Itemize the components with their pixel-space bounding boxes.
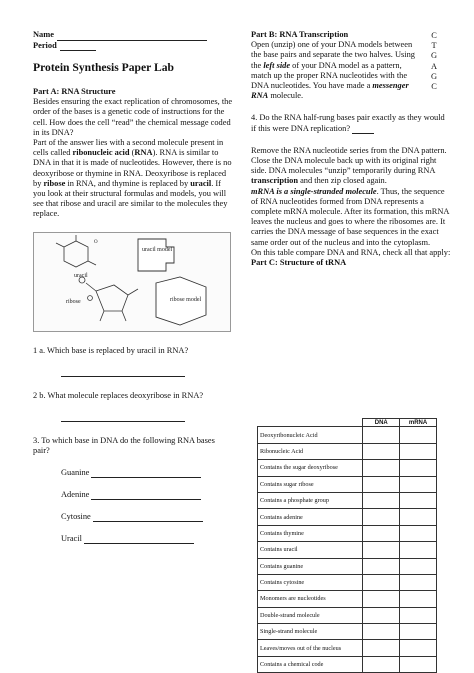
molecule-diagram xyxy=(34,233,230,331)
text-span: ). RNA is similar to DNA in that it is made of nucleotides. However, there is no deoxyribose or thymine in RNA. Deoxyribose is replaced by xyxy=(33,148,232,188)
period-label: Period xyxy=(33,40,57,50)
table-row xyxy=(258,591,437,607)
row-label: Single-strand molecule xyxy=(258,624,363,640)
row-label: Contains cytosine xyxy=(258,574,363,590)
right-column xyxy=(251,30,451,268)
check-cell-mrna[interactable] xyxy=(400,607,437,623)
row-label: Contains uracil xyxy=(258,542,363,558)
pair-label: Uracil xyxy=(61,534,82,544)
bold-term: RNA xyxy=(134,148,153,158)
base-sequence-column xyxy=(430,31,438,92)
uracil-model-shape xyxy=(138,239,174,271)
part-a-para2 xyxy=(33,138,233,220)
text-span: Remove the RNA nucleotide series from the DNA pattern. Close the DNA molecule back up with its original right side. DNA molecules “unzip” temporarily during RNA xyxy=(251,145,447,176)
bold-term: transcription xyxy=(251,176,298,186)
row-label: Double-strand molecule xyxy=(258,607,363,623)
pair-label: Adenine xyxy=(61,490,90,500)
text-span: and then zip closed again. xyxy=(298,176,387,186)
table-header-row xyxy=(258,419,437,427)
left-column xyxy=(33,30,233,544)
table-corner-cell xyxy=(258,419,363,427)
check-cell-dna[interactable] xyxy=(363,525,400,541)
table-row xyxy=(258,443,437,459)
row-label: Contains a phosphate group xyxy=(258,492,363,508)
text-span: of your DNA model as a pattern, match up the proper RNA nucleotides with the DNA nucleotides. You have made a xyxy=(251,60,408,91)
check-cell-mrna[interactable] xyxy=(400,443,437,459)
row-label: Contains sugar ribose xyxy=(258,476,363,492)
base-letter: A xyxy=(430,61,438,71)
text-span: Part of the answer lies with a second molecule present in cells called xyxy=(33,138,224,158)
answer-line-2[interactable] xyxy=(61,413,185,422)
bold-term: ribonucleic acid xyxy=(72,148,130,158)
check-cell-dna[interactable] xyxy=(363,427,400,443)
text-span: molecule. xyxy=(268,91,304,101)
table-row xyxy=(258,607,437,623)
page-title: Protein Synthesis Paper Lab xyxy=(33,61,174,74)
check-cell-dna[interactable] xyxy=(363,640,400,656)
row-label: Contains guanine xyxy=(258,558,363,574)
check-cell-mrna[interactable] xyxy=(400,492,437,508)
ribose-label: ribose xyxy=(66,298,81,305)
part-a-para1: Besides ensuring the exact replication of chromosomes, the order of the bases is a genetic code of instructions for the cell. How does the cell “read” the chemical message coded in its DNA? xyxy=(33,97,233,137)
ribose-structure xyxy=(79,277,138,321)
table-row xyxy=(258,492,437,508)
question-4 xyxy=(251,113,451,133)
table-row xyxy=(258,558,437,574)
check-cell-mrna[interactable] xyxy=(400,460,437,476)
check-cell-dna[interactable] xyxy=(363,558,400,574)
check-cell-dna[interactable] xyxy=(363,574,400,590)
bold-term: uracil xyxy=(190,178,212,188)
pair-row-guanine xyxy=(61,468,233,478)
check-cell-dna[interactable] xyxy=(363,607,400,623)
name-blank[interactable] xyxy=(57,33,207,41)
table-row xyxy=(258,427,437,443)
table-body xyxy=(258,427,437,673)
emphasis-term: messenger RNA xyxy=(251,81,409,101)
emphasis-term: left side xyxy=(263,60,291,70)
uracil-structure xyxy=(56,235,96,267)
answer-blank-4[interactable] xyxy=(352,126,374,134)
row-label: Monomers are nucleotides xyxy=(258,591,363,607)
svg-text:O: O xyxy=(94,239,98,245)
check-cell-mrna[interactable] xyxy=(400,509,437,525)
check-cell-dna[interactable] xyxy=(363,460,400,476)
text-span: in RNA, and thymine is replaced by xyxy=(65,178,191,188)
pair-blank[interactable] xyxy=(91,492,201,500)
row-label: Contains the sugar deoxyribose xyxy=(258,460,363,476)
check-cell-mrna[interactable] xyxy=(400,574,437,590)
pair-blank[interactable] xyxy=(91,470,201,478)
question-2: 2 b. What molecule replaces deoxyribose in RNA? xyxy=(33,390,204,400)
base-letter: G xyxy=(430,51,438,61)
molecule-figure xyxy=(33,232,231,332)
part-b-heading: Part B: RNA Transcription xyxy=(251,30,349,39)
check-cell-dna[interactable] xyxy=(363,492,400,508)
column-header-dna: DNA xyxy=(363,419,400,427)
table-row xyxy=(258,476,437,492)
row-label: Ribonucleic Acid xyxy=(258,443,363,459)
table-row xyxy=(258,509,437,525)
pair-row-adenine xyxy=(61,490,233,500)
table-row xyxy=(258,525,437,541)
pair-blank[interactable] xyxy=(84,536,194,544)
row-label: Contains thymine xyxy=(258,525,363,541)
check-cell-mrna[interactable] xyxy=(400,640,437,656)
check-cell-mrna[interactable] xyxy=(400,656,437,672)
check-cell-mrna[interactable] xyxy=(400,427,437,443)
text-span: . Thus, the sequence of RNA nucleotides formed from DNA represents a complete mRNA molecule. After its formation, this mRNA leaves the nucleus and goes to where the ribosomes are. It carries the DNA message of base sequences in the exact same order out of the nucleus and into the cytoplasm. xyxy=(251,186,449,247)
question-3: 3. To which base in DNA do the following RNA bases pair? xyxy=(33,436,215,456)
check-cell-dna[interactable] xyxy=(363,542,400,558)
pair-row-uracil xyxy=(61,534,233,544)
part-b-para1 xyxy=(251,40,421,101)
check-cell-mrna[interactable] xyxy=(400,558,437,574)
table-row xyxy=(258,624,437,640)
table-row xyxy=(258,460,437,476)
uracil-label: uracil xyxy=(74,272,88,279)
text-span: ( xyxy=(129,148,135,158)
pair-blank[interactable] xyxy=(93,514,203,522)
pair-label: Cytosine xyxy=(61,512,91,522)
check-cell-dna[interactable] xyxy=(363,476,400,492)
text-span: Open (unzip) one of your DNA models between the base pairs and separate the two halves. Using the xyxy=(251,40,415,70)
base-letter: C xyxy=(431,31,437,40)
dna-rna-comparison-table xyxy=(257,418,437,673)
answer-line-1[interactable] xyxy=(61,368,185,377)
base-letter: C xyxy=(431,81,437,91)
row-label: Deoxyribonucleic Acid xyxy=(258,427,363,443)
question-4-text: 4. Do the RNA half-rung bases pair exactly as they would if this were DNA replication? xyxy=(251,113,445,133)
uracil-model-label xyxy=(142,247,172,253)
check-cell-mrna[interactable] xyxy=(400,624,437,640)
bold-term: ribose xyxy=(43,178,66,188)
part-b-para4: On this table compare DNA and RNA, check all that apply: xyxy=(251,247,451,257)
check-cell-dna[interactable] xyxy=(363,624,400,640)
name-row xyxy=(33,30,233,41)
name-label: Name xyxy=(33,30,54,40)
part-a-heading: Part A: RNA Structure xyxy=(33,87,116,96)
ribose-model-label: ribose model xyxy=(170,296,202,303)
check-cell-dna[interactable] xyxy=(363,656,400,672)
table-row xyxy=(258,542,437,558)
base-letter: T xyxy=(431,41,437,51)
check-cell-mrna[interactable] xyxy=(400,525,437,541)
table-row xyxy=(258,574,437,590)
row-label: Contains adenine xyxy=(258,509,363,525)
part-c-heading: Part C: Structure of tRNA xyxy=(251,258,347,268)
check-cell-mrna[interactable] xyxy=(400,476,437,492)
pair-label: Guanine xyxy=(61,468,90,478)
check-cell-mrna[interactable] xyxy=(400,591,437,607)
column-header-mrna: mRNA xyxy=(400,419,437,427)
period-row xyxy=(33,41,233,52)
check-cell-dna[interactable] xyxy=(363,591,400,607)
row-label: Contains a chemical code xyxy=(258,656,363,672)
text-span: . If you look at their structural formulas and models, you will see that ribose and uracil are similar to the molecules they replace. xyxy=(33,178,228,219)
table-row xyxy=(258,640,437,656)
emphasis-term: mRNA is a single-stranded molecule xyxy=(251,186,377,196)
base-letter: G xyxy=(430,71,438,81)
row-label: Leaves/moves out of the nucleus xyxy=(258,640,363,656)
check-cell-mrna[interactable] xyxy=(400,542,437,558)
table-row xyxy=(258,656,437,672)
check-cell-dna[interactable] xyxy=(363,509,400,525)
period-blank[interactable] xyxy=(60,43,96,51)
pair-row-cytosine xyxy=(61,512,233,522)
question-1: 1 a. Which base is replaced by uracil in RNA? xyxy=(33,345,189,355)
uracil-model-text: uracil model xyxy=(142,246,173,253)
check-cell-dna[interactable] xyxy=(363,443,400,459)
part-b-para3 xyxy=(251,187,451,248)
part-b-para2 xyxy=(251,146,451,187)
